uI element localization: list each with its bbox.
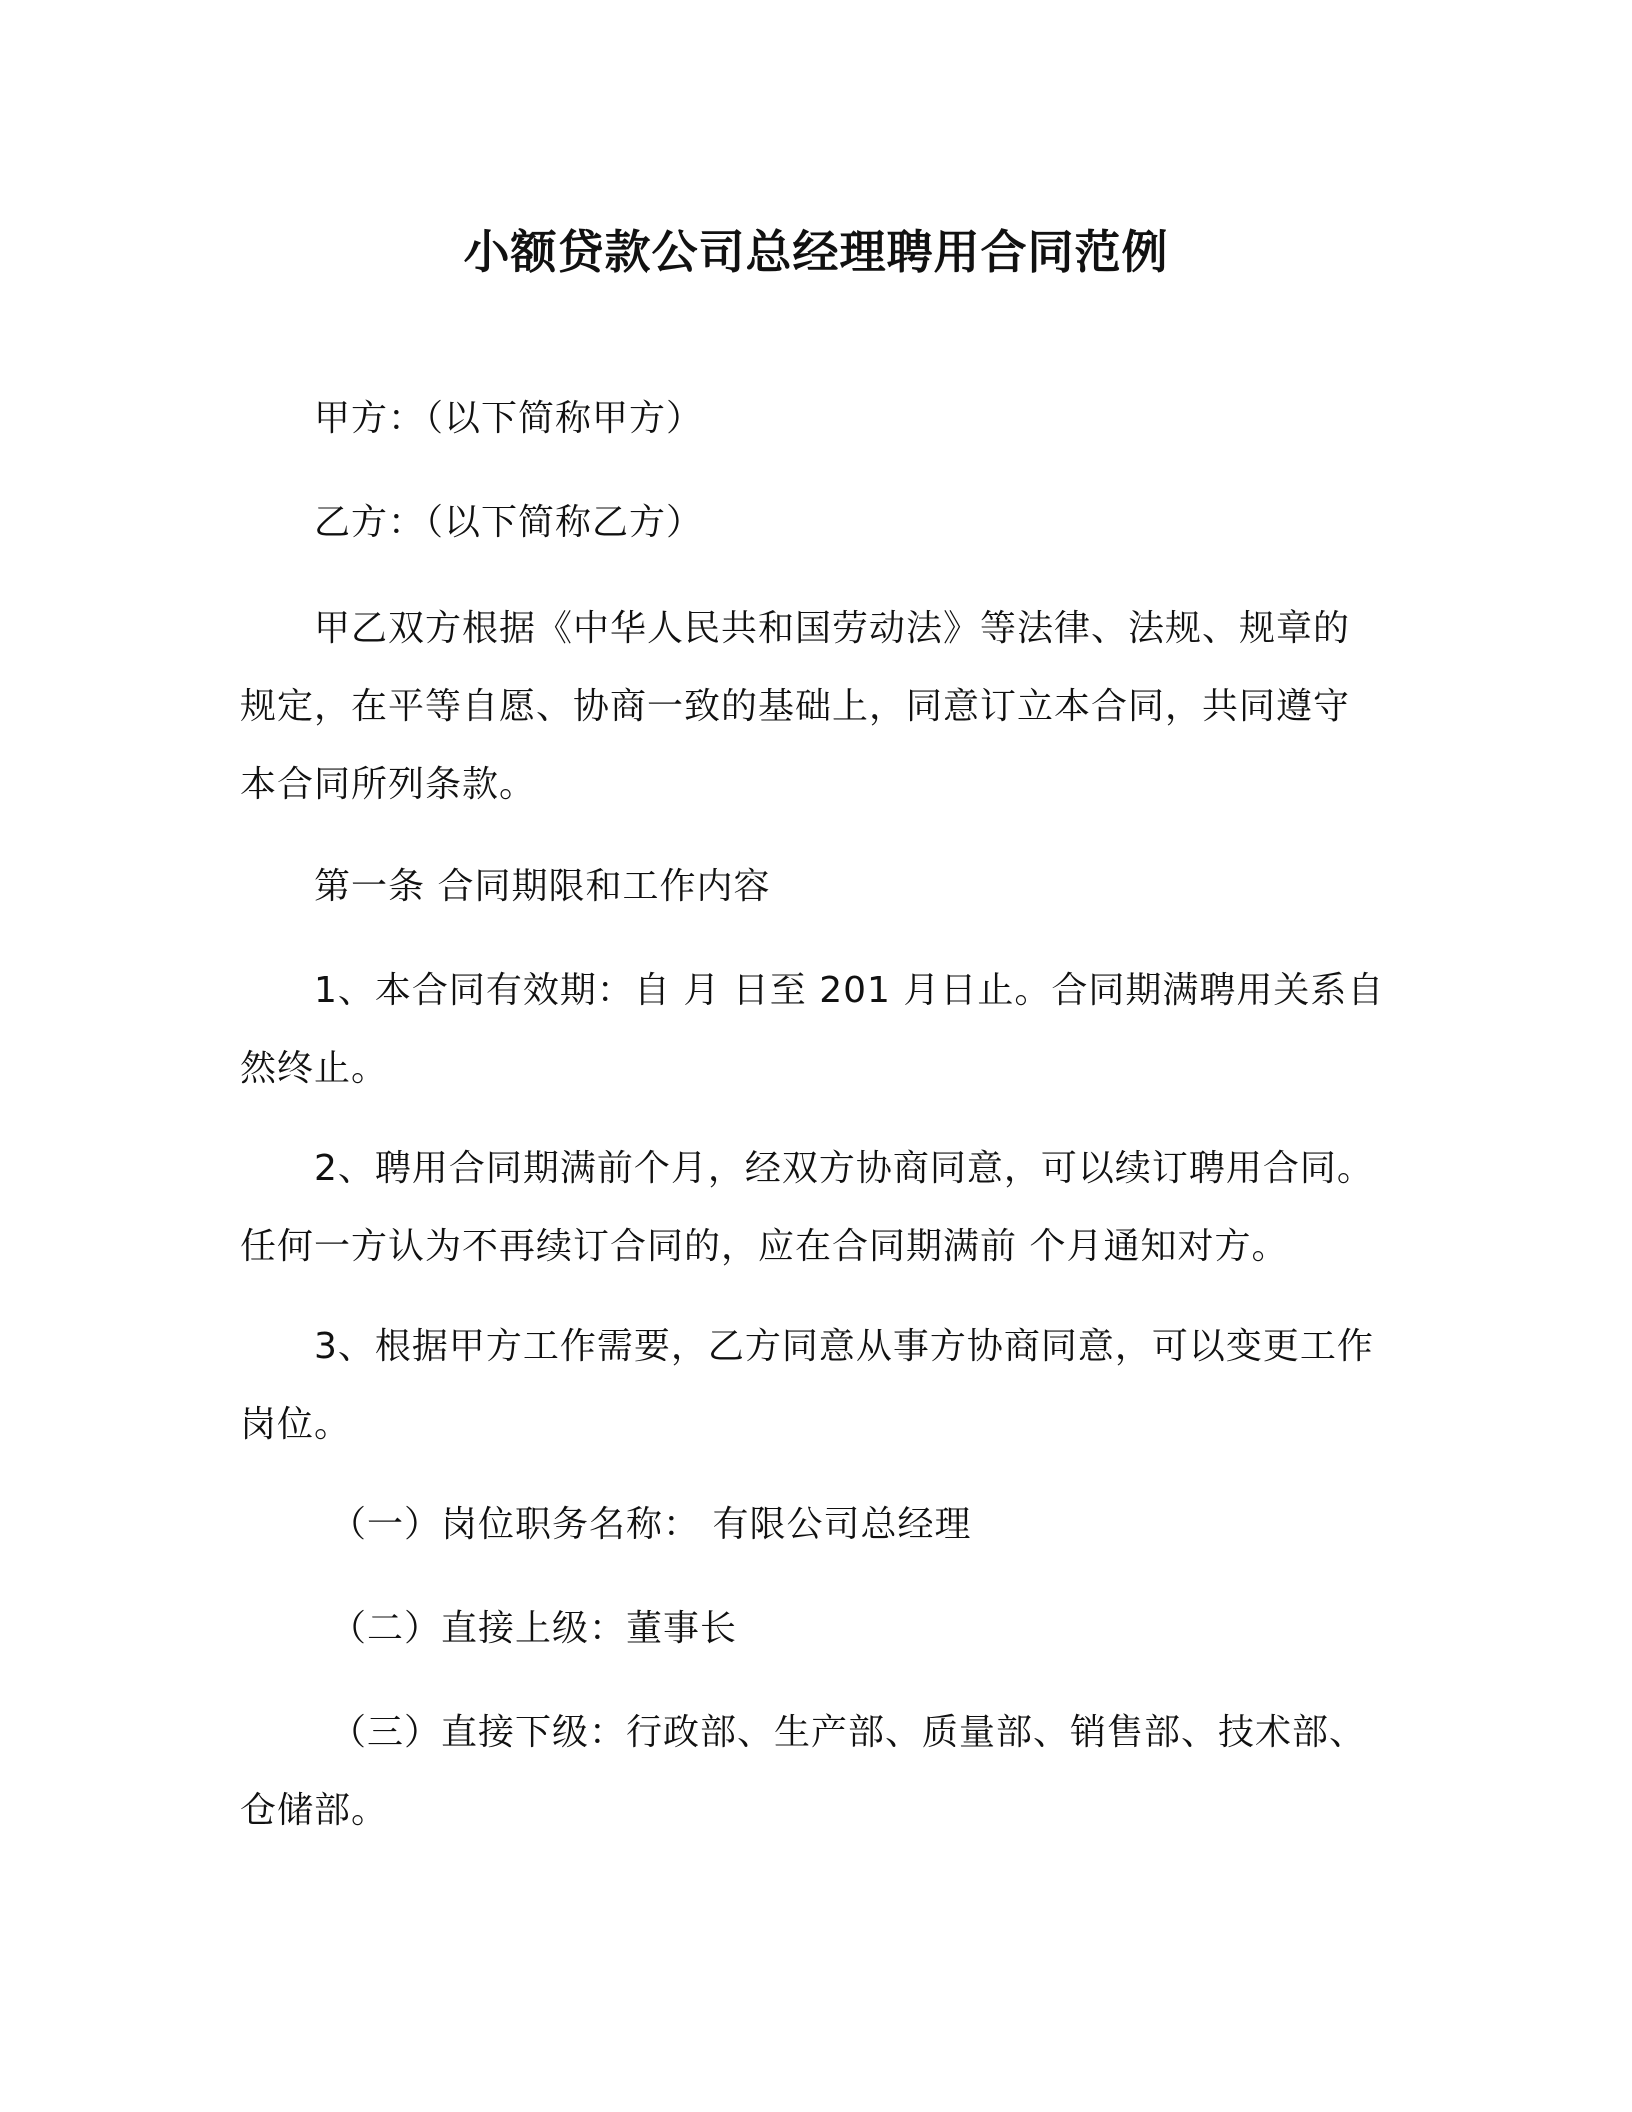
item-3-paragraph bbox=[240, 1308, 1380, 1464]
item-3-line-2: 岗位。 bbox=[240, 1404, 352, 1445]
article-1-heading: 第一条 合同期限和工作内容 bbox=[314, 866, 771, 907]
intro-line-1: 甲乙双方根据《中华人民共和国劳动法》等法律、法规、规章的 bbox=[314, 608, 1351, 649]
sub-item-1: （一）岗位职务名称： 有限公司总经理 bbox=[330, 1504, 972, 1545]
sub-item-2: （二）直接上级：董事长 bbox=[330, 1608, 738, 1649]
item-2-line-1: 2、聘用合同期满前个月，经双方协商同意，可以续订聘用合同。 bbox=[314, 1148, 1374, 1189]
intro-line-2: 规定，在平等自愿、协商一致的基础上，同意订立本合同，共同遵守 bbox=[240, 686, 1351, 727]
item-1-paragraph bbox=[240, 952, 1385, 1108]
item-1-line-2: 然终止。 bbox=[240, 1048, 389, 1089]
sub-item-3-line-2: 仓储部。 bbox=[240, 1790, 389, 1831]
intro-line-3: 本合同所列条款。 bbox=[240, 764, 537, 805]
item-1-line-1: 1、本合同有效期：自 月 日至 201 月日止。合同期满聘用关系自 bbox=[314, 970, 1385, 1011]
party-b-line: 乙方：（以下简称乙方） bbox=[314, 502, 704, 543]
sub-item-3-line-1: （三）直接下级：行政部、生产部、质量部、销售部、技术部、 bbox=[330, 1712, 1367, 1753]
party-a-line: 甲方：（以下简称甲方） bbox=[314, 398, 704, 439]
sub-item-3-paragraph bbox=[240, 1694, 1380, 1850]
item-2-paragraph bbox=[240, 1130, 1380, 1286]
document-title: 小额贷款公司总经理聘用合同范例 bbox=[463, 225, 1169, 279]
item-2-line-2: 任何一方认为不再续订合同的，应在合同期满前 个月通知对方。 bbox=[240, 1226, 1289, 1267]
intro-paragraph bbox=[240, 590, 1380, 824]
item-3-line-1: 3、根据甲方工作需要，乙方同意从事方协商同意，可以变更工作 bbox=[314, 1326, 1374, 1367]
